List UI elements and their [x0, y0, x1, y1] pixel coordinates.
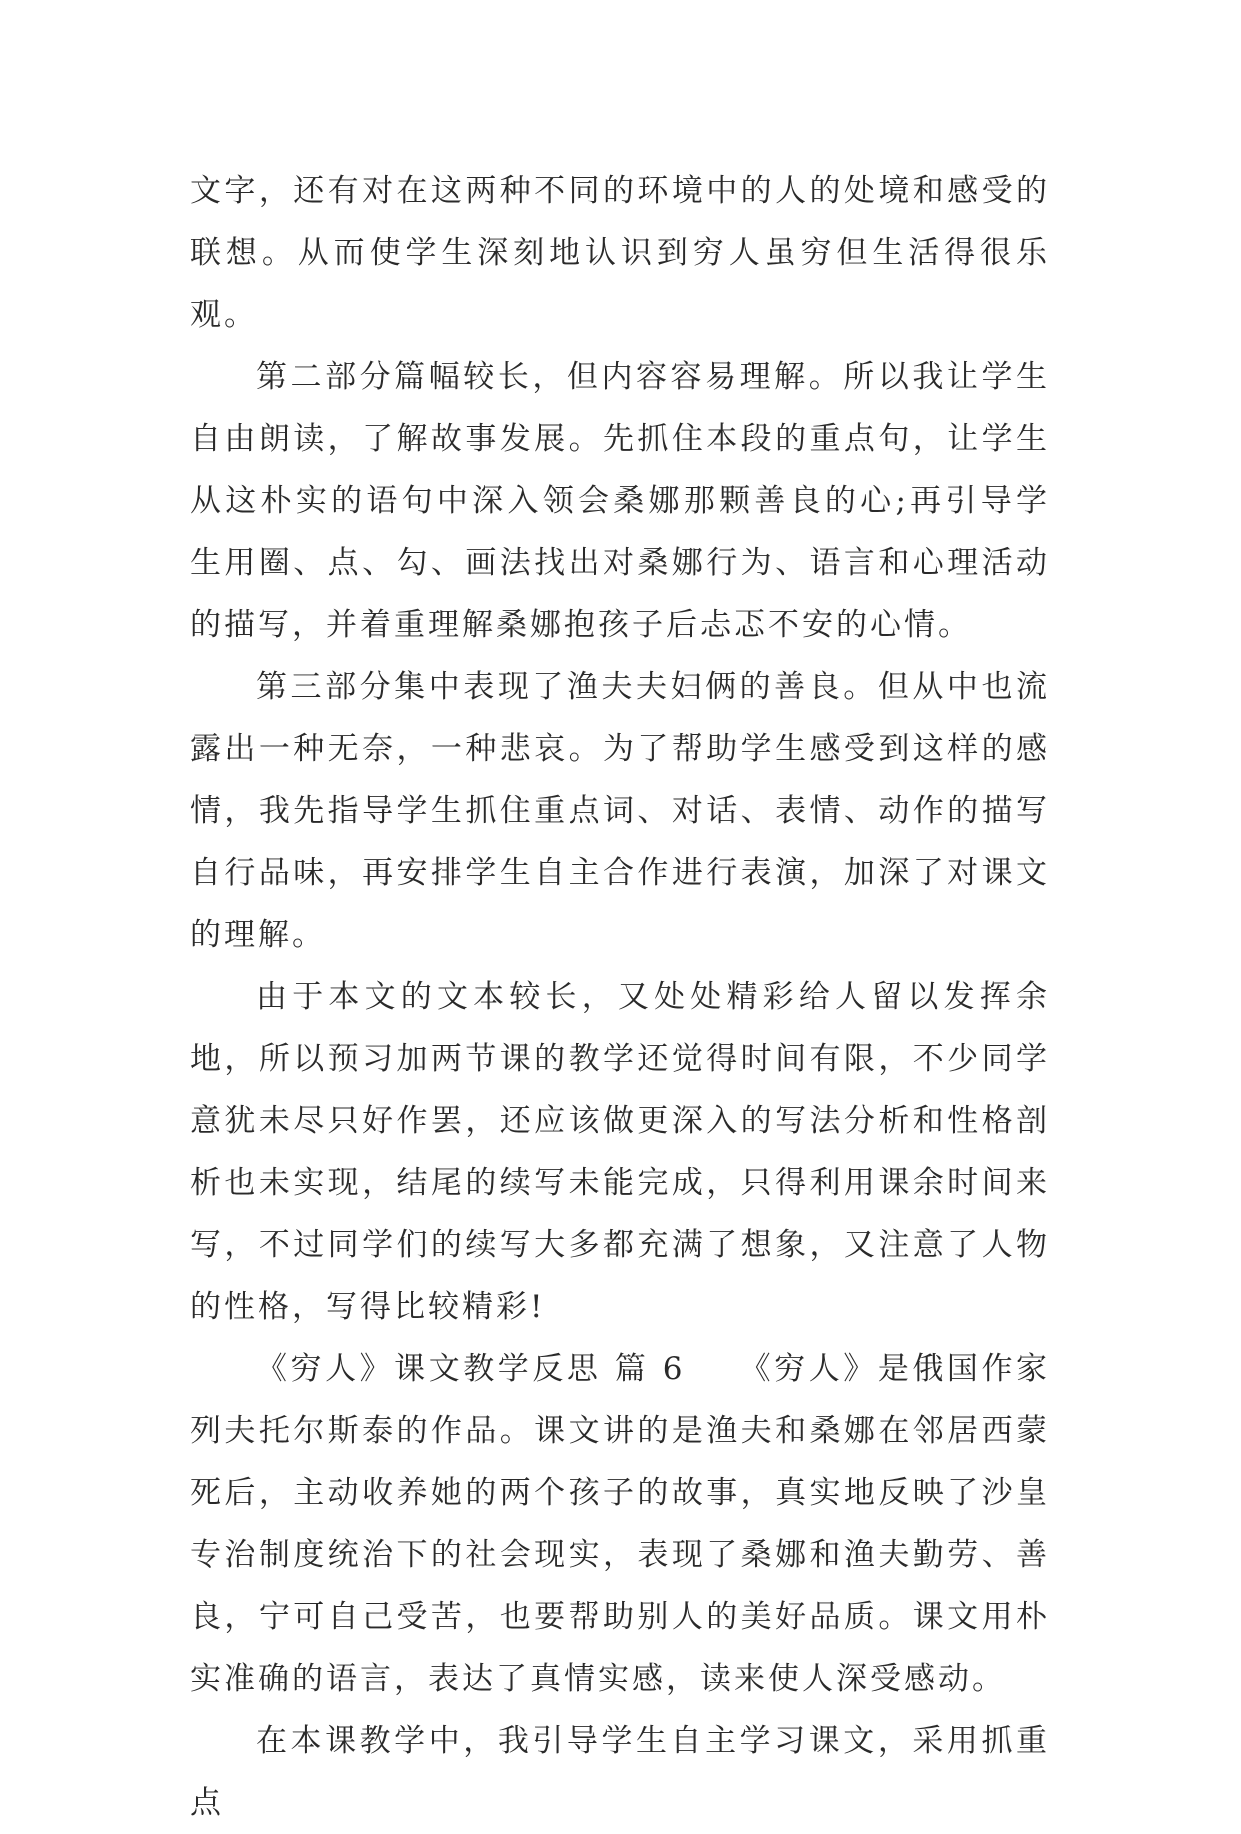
- paragraph-continuation: 文字，还有对在这两种不同的环境中的人的处境和感受的联想。从而使学生深刻地认识到穷人虽穷但生活得很乐观。: [190, 173, 1050, 333]
- paragraph-reflection: 由于本文的文本较长，又处处精彩给人留以发挥余地，所以预习加两节课的教学还觉得时间有限，不少同学意犹未尽只好作罢，还应该做更深入的写法分析和性格剖析也未实现，结尾的续写未能完成，只得利用课余时间来写，不过同学们的续写大多都充满了想象，又注意了人物的性格，写得比较精彩!: [190, 979, 1050, 1325]
- paragraph-part-three: 第三部分集中表现了渔夫夫妇俩的善良。但从中也流露出一种无奈，一种悲哀。为了帮助学生感受到这样的感情，我先指导学生抓住重点词、对话、表情、动作的描写自行品味，再安排学生自主合作进行表演，加深了对课文的理解。: [190, 669, 1050, 953]
- body-text: [190, 160, 1050, 1834]
- paragraph-part-two: 第二部分篇幅较长，但内容容易理解。所以我让学生自由朗读，了解故事发展。先抓住本段的重点句，让学生从这朴实的语句中深入领会桑娜那颗善良的心;再引导学生用圈、点、勾、画法找出对桑娜行为、语言和心理活动的描写，并着重理解桑娜抱孩子后忐忑不安的心情。: [190, 359, 1050, 643]
- paragraph-section-six: 《穷人》课文教学反思 篇 6 《穷人》是俄国作家列夫托尔斯泰的作品。课文讲的是渔夫和桑娜在邻居西蒙死后，主动收养她的两个孩子的故事，真实地反映了沙皇专治制度统治下的社会现实，表现了桑娜和渔夫勤劳、善良，宁可自己受苦，也要帮助别人的美好品质。课文用朴实准确的语言，表达了真情实感，读来使人深受感动。: [190, 1351, 1050, 1697]
- paragraph-teaching: 在本课教学中，我引导学生自主学习课文，采用抓重点: [190, 1723, 1050, 1821]
